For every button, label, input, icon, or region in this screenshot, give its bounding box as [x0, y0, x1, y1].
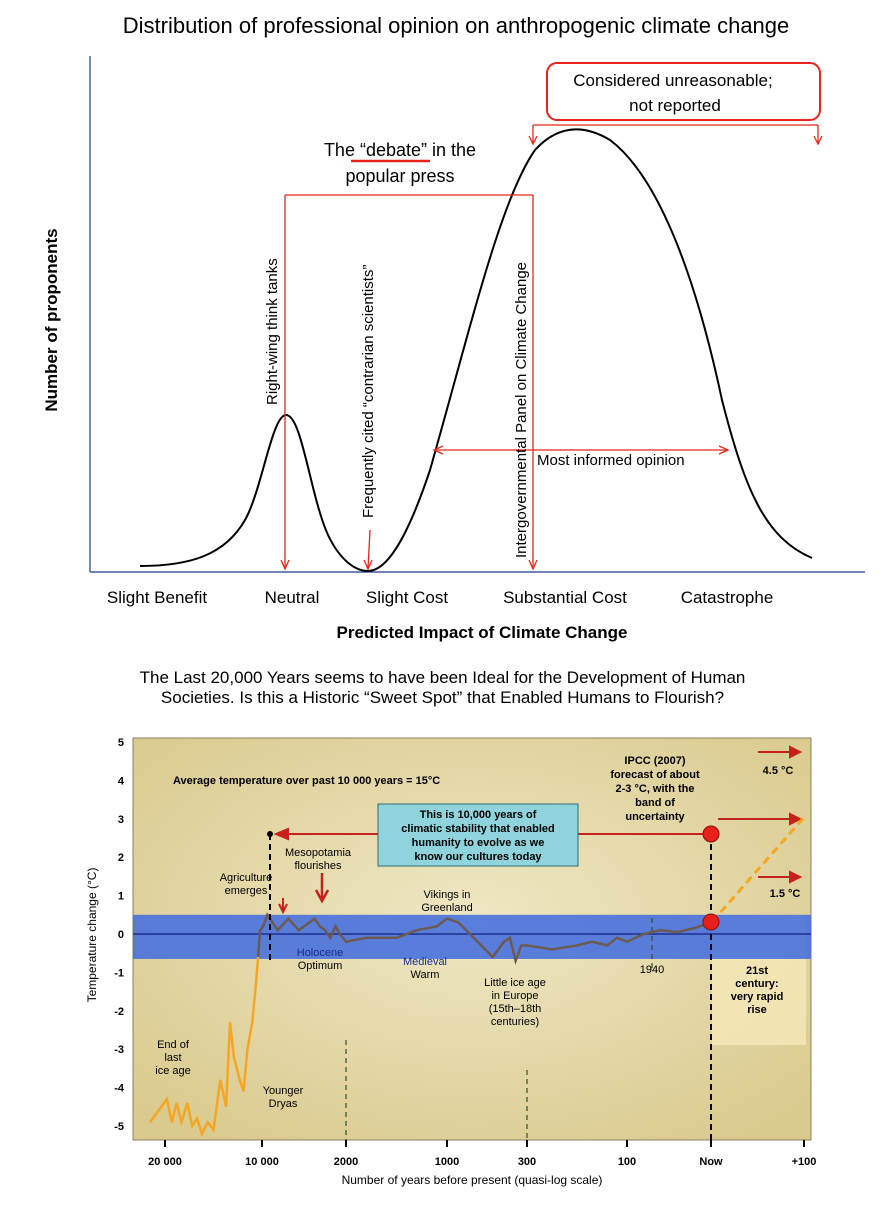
unreasonable-bracket — [529, 125, 822, 144]
temperature-title-line-2: Societies. Is this a Historic “Sweet Spot” that Enabled Humans to Flourish? — [160, 688, 725, 707]
forecast-marker-bottom — [703, 914, 719, 930]
avg-temp-label: Average temperature over past 10 000 years = 15°C — [173, 775, 441, 787]
informed-opinion-label: Most informed opinion — [537, 452, 685, 469]
x-tick-label: 20 000 — [148, 1156, 182, 1168]
stability-line: climatic stability that enabled — [401, 823, 555, 835]
x-axis-label-bottom: Number of years before present (quasi-log scale) — [341, 1173, 603, 1187]
debate-label-2: popular press — [345, 166, 455, 186]
x-axis-label: Predicted Impact of Climate Change — [336, 623, 628, 642]
stability-line: humanity to evolve as we — [411, 837, 545, 849]
x-categories — [107, 588, 773, 607]
debate-label — [324, 140, 476, 160]
end-ice-age-label: last — [164, 1052, 182, 1064]
younger-dryas-label: Younger — [262, 1085, 304, 1097]
21st-century-label: very rapid — [730, 991, 784, 1003]
low-forecast-label: 1.5 °C — [769, 888, 801, 900]
stability-line: This is 10,000 years of — [419, 809, 537, 821]
vikings-label: Greenland — [421, 902, 473, 914]
x-category: Slight Cost — [365, 588, 449, 607]
debate-word: “debate” — [359, 140, 428, 160]
mesopotamia-label: flourishes — [294, 860, 342, 872]
y-tick-label: -1 — [114, 967, 124, 980]
medieval-label: Warm — [410, 969, 440, 981]
little-ice-age-label: Little ice age — [484, 977, 546, 989]
x-tick-label: 2000 — [333, 1156, 359, 1168]
contrarians-arrow — [364, 530, 372, 569]
end-ice-age-label: End of — [157, 1039, 189, 1051]
y-tick-label: -4 — [114, 1082, 124, 1095]
ipcc-line: forecast of about — [610, 769, 700, 781]
y-tick-label: 5 — [117, 737, 124, 749]
temperature-chart-title — [0, 668, 885, 708]
y-tick-labels — [114, 737, 125, 1133]
y-tick-label: 4 — [117, 775, 124, 788]
ipcc-label: Intergovernmental Panel on Climate Change — [513, 261, 530, 558]
debate-prefix: The — [323, 140, 360, 160]
contrarians-label: Frequently cited “contrarian scientists” — [360, 264, 377, 518]
ipcc-line: band of — [635, 797, 675, 809]
21st-century-label: rise — [747, 1004, 767, 1016]
chart-title: Distribution of professional opinion on anthropogenic climate change — [122, 13, 790, 38]
21st-century-label: century: — [735, 978, 779, 990]
y-tick-label: 0 — [117, 929, 124, 941]
unreasonable-label-2: not reported — [629, 96, 721, 115]
holocene-label: Optimum — [297, 960, 343, 972]
y-tick-label: -3 — [114, 1044, 124, 1057]
mesopotamia-label: Mesopotamia — [284, 847, 352, 859]
x-category: Substantial Cost — [503, 588, 627, 607]
x-tick-labels — [148, 1140, 816, 1168]
ipcc-arrow — [529, 195, 537, 569]
y-axis-label-bottom: Temperature change (°C) — [85, 867, 99, 1003]
ipcc-line: 2-3 °C, with the — [615, 783, 695, 795]
21st-century-label: 21st — [745, 965, 769, 977]
high-forecast-label: 4.5 °C — [762, 765, 794, 777]
ipcc-line: uncertainty — [625, 811, 685, 823]
think-tanks-label: Right-wing think tanks — [264, 258, 281, 405]
agriculture-label: emerges — [224, 885, 268, 897]
x-category: Neutral — [264, 588, 320, 607]
x-tick-label: 300 — [517, 1156, 537, 1168]
x-category: Slight Benefit — [106, 588, 208, 607]
y-tick-label: 2 — [117, 852, 124, 865]
stability-line: know our cultures today — [414, 851, 542, 863]
end-ice-age-label: ice age — [155, 1065, 191, 1077]
unreasonable-label-1: Considered unreasonable; — [573, 71, 773, 90]
y-tick-label: -5 — [114, 1121, 124, 1133]
y-tick-label: 3 — [117, 813, 124, 826]
medieval-label: Medieval — [402, 956, 448, 968]
y-tick-label: 1 — [117, 890, 124, 903]
y-tick-label: -2 — [114, 1005, 124, 1018]
think-tanks-arrow — [281, 195, 289, 569]
little-ice-age-label: in Europe — [491, 990, 539, 1002]
forecast-marker-top — [703, 826, 719, 842]
ipcc-line: IPCC (2007) — [624, 755, 686, 767]
x-category: Catastrophe — [680, 588, 774, 607]
x-tick-label: +100 — [791, 1156, 817, 1168]
temperature-title-line-1: The Last 20,000 Years seems to have been Ideal for the Development of Human — [139, 668, 746, 687]
little-ice-age-label: centuries) — [490, 1016, 540, 1028]
younger-dryas-label: Dryas — [268, 1098, 298, 1110]
debate-suffix: in the — [427, 140, 477, 160]
x-tick-label: Now — [699, 1156, 723, 1168]
holocene-label: Holocene — [296, 947, 344, 959]
agriculture-label: Agriculture — [219, 872, 273, 884]
temperature-chart — [0, 720, 885, 1210]
x-tick-label: 10 000 — [245, 1156, 279, 1168]
vikings-label: Vikings in — [423, 889, 471, 901]
y-axis-label: Number of proponents — [42, 228, 61, 412]
x-tick-label: 100 — [617, 1156, 637, 1168]
year-1940-label: 1940 — [639, 964, 665, 976]
agriculture-marker-dot — [267, 831, 273, 837]
x-tick-label: 1000 — [434, 1156, 460, 1168]
little-ice-age-label: (15th–18th — [488, 1003, 542, 1015]
